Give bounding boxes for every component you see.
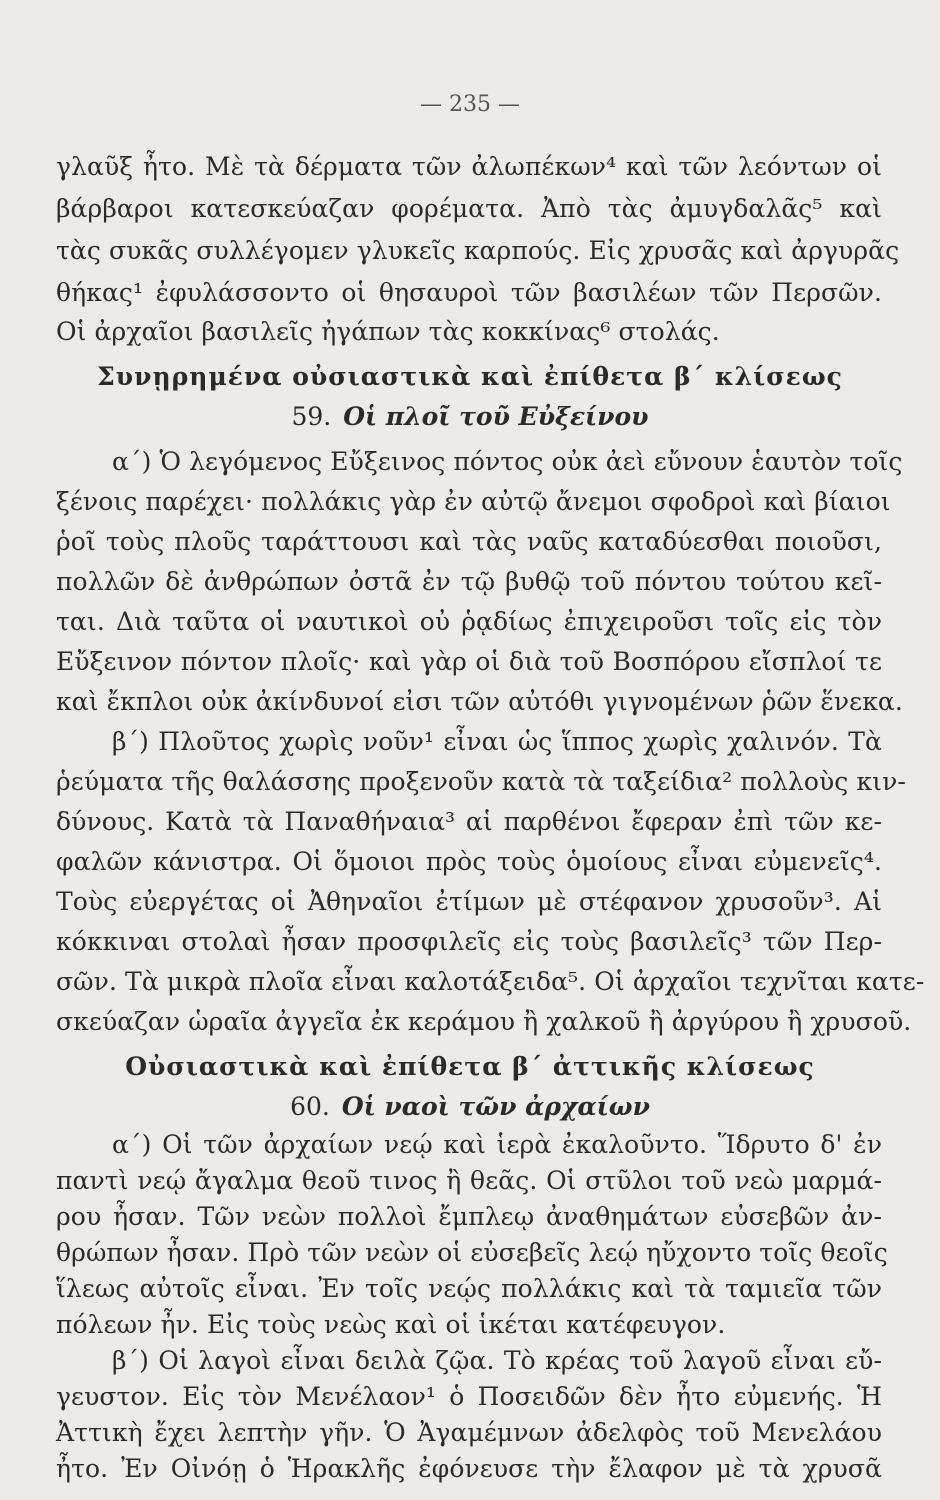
text-line: παντὶ νεῴ ἄγαλμα θεοῦ τινος ἢ θεᾶς. Οἱ στῦλοι τοῦ νεὼ μαρμά-	[56, 1166, 882, 1195]
text-line: α΄) Οἱ τῶν ἀρχαίων νεῴ καὶ ἱερὰ ἐκαλοῦντο. Ἵδρυτο δ' ἐν	[112, 1130, 882, 1159]
text-line: κόκκιναι στολαὶ ἦσαν προσφιλεῖς εἰς τοὺς βασιλεῖς³ τῶν Περ-	[56, 927, 882, 956]
exercise-title-59	[0, 402, 940, 432]
page-number: — 235 —	[420, 92, 520, 117]
text-line: τὰς συκᾶς συλλέγομεν γλυκεῖς καρπούς. Εἰς χρυσᾶς καὶ ἀργυρᾶς	[56, 236, 900, 265]
text-line: καὶ ἔκπλοι οὐκ ἀκίνδυνοί εἰσι τῶν αὐτόθι γιγνομένων ῥῶν ἕνεκα.	[56, 687, 903, 716]
exercise-title-60	[0, 1092, 940, 1122]
text-line: ῥεύματα τῆς θαλάσσης προξενοῦν κατὰ τὰ ταξείδια² πολλοὺς κιν-	[56, 767, 906, 796]
text-line: πόλεων ἦν. Εἰς τοὺς νεὼς καὶ οἱ ἱκέται κατέφευγον.	[56, 1310, 726, 1339]
text-line: ται. Διὰ ταῦτα οἱ ναυτικοὶ οὐ ῥᾳδίως ἐπιχειροῦσι τοῖς εἰς τὸν	[56, 607, 882, 636]
exercise-number: 60.	[290, 1092, 330, 1121]
text-line: γλαῦξ ἦτο. Μὲ τὰ δέρματα τῶν ἀλωπέκων⁴ καὶ τῶν λεόντων οἱ	[56, 152, 882, 181]
exercise-number: 59.	[291, 402, 332, 431]
text-line: βάρβαροι κατεσκεύαζαν φορέματα. Ἀπὸ τὰς ἀμυγδαλᾶς⁵ καὶ	[56, 194, 882, 223]
text-line: α΄) Ὁ λεγόμενος Εὔξεινος πόντος οὐκ ἀεὶ εὔνουν ἑαυτὸν τοῖς	[112, 447, 903, 476]
text-line: ξένοις παρέχει· πολλάκις γὰρ ἐν αὐτῷ ἄνεμοι σφοδροὶ καὶ βίαιοι	[56, 487, 891, 516]
text-line: δύνους. Κατὰ τὰ Παναθήναια³ αἱ παρθένοι ἔφεραν ἐπὶ τῶν κε-	[56, 807, 882, 836]
text-line: γευστον. Εἰς τὸν Μενέλαον¹ ὁ Ποσειδῶν δὲν ἦτο εὐμενής. Ἡ	[56, 1382, 882, 1411]
text-line: Τοὺς εὐεργέτας οἱ Ἀθηναῖοι ἐτίμων μὲ στέφανον χρυσοῦν³. Αἱ	[56, 887, 882, 916]
text-line: ἵλεως αὐτοῖς εἶναι. Ἐν τοῖς νεῴς πολλάκις καὶ τὰ ταμιεῖα τῶν	[56, 1274, 882, 1303]
text-line: ρου ἦσαν. Τῶν νεὼν πολλοὶ ἔμπλεῳ ἀναθημάτων εὐσεβῶν ἀν-	[56, 1202, 882, 1231]
text-line: Ἀττικὴ ἔχει λεπτὴν γῆν. Ὁ Ἀγαμέμνων ἀδελφὸς τοῦ Μενελάου	[56, 1418, 882, 1447]
text-line: θήκας¹ ἐφυλάσσοντο οἱ θησαυροὶ τῶν βασιλέων τῶν Περσῶν.	[56, 278, 882, 307]
text-line: πολλῶν δὲ ἀνθρώπων ὀστᾶ ἐν τῷ βυθῷ τοῦ πόντου τούτου κεῖ-	[56, 567, 882, 596]
section-heading-attic-declension: Οὐσιαστικὰ καὶ ἐπίθετα β΄ ἀττικῆς κλίσεως	[125, 1052, 815, 1081]
text-line: β΄) Οἱ λαγοὶ εἶναι δειλὰ ζῷα. Τὸ κρέας τοῦ λαγοῦ εἶναι εὔ-	[112, 1346, 882, 1375]
exercise-name: Οἱ ναοὶ τῶν ἀρχαίων	[341, 1092, 650, 1121]
text-line: σῶν. Τὰ μικρὰ πλοῖα εἶναι καλοτάξειδα⁵. Οἱ ἀρχαῖοι τεχνῖται κατε-	[56, 967, 925, 996]
section-heading-b-declension: Συνῃρημένα οὐσιαστικὰ καὶ ἐπίθετα β΄ κλίσεως	[97, 362, 843, 391]
text-line: Εὔξεινον πόντον πλοῖς· καὶ γὰρ οἱ διὰ τοῦ Βοσπόρου εἴσπλοί τε	[56, 647, 882, 676]
exercise-name: Οἱ πλοῖ τοῦ Εὐξείνου	[343, 402, 649, 431]
text-line: σκεύαζαν ὡραῖα ἀγγεῖα ἐκ κεράμου ἢ χαλκοῦ ἢ ἀργύρου ἢ χρυσοῦ.	[56, 1007, 912, 1036]
text-line: φαλῶν κάνιστρα. Οἱ ὅμοιοι πρὸς τοὺς ὁμοίους εἶναι εὐμενεῖς⁴.	[56, 847, 882, 876]
text-line: ῥοῖ τοὺς πλοῦς ταράττουσι καὶ τὰς ναῦς καταδύεσθαι ποιοῦσι,	[56, 527, 882, 556]
text-line: ἦτο. Ἐν Οἰνόῃ ὁ Ἡρακλῆς ἐφόνευσε τὴν ἔλαφον μὲ τὰ χρυσᾶ	[56, 1454, 882, 1483]
text-line: Οἱ ἀρχαῖοι βασιλεῖς ἠγάπων τὰς κοκκίνας⁶ στολάς.	[56, 317, 720, 346]
text-line: θρώπων ἦσαν. Πρὸ τῶν νεὼν οἱ εὐσεβεῖς λεῴ ηὔχοντο τοῖς θεοῖς	[56, 1238, 888, 1267]
text-line: β΄) Πλοῦτος χωρὶς νοῦν¹ εἶναι ὡς ἵππος χωρὶς χαλινόν. Τὰ	[112, 727, 882, 756]
